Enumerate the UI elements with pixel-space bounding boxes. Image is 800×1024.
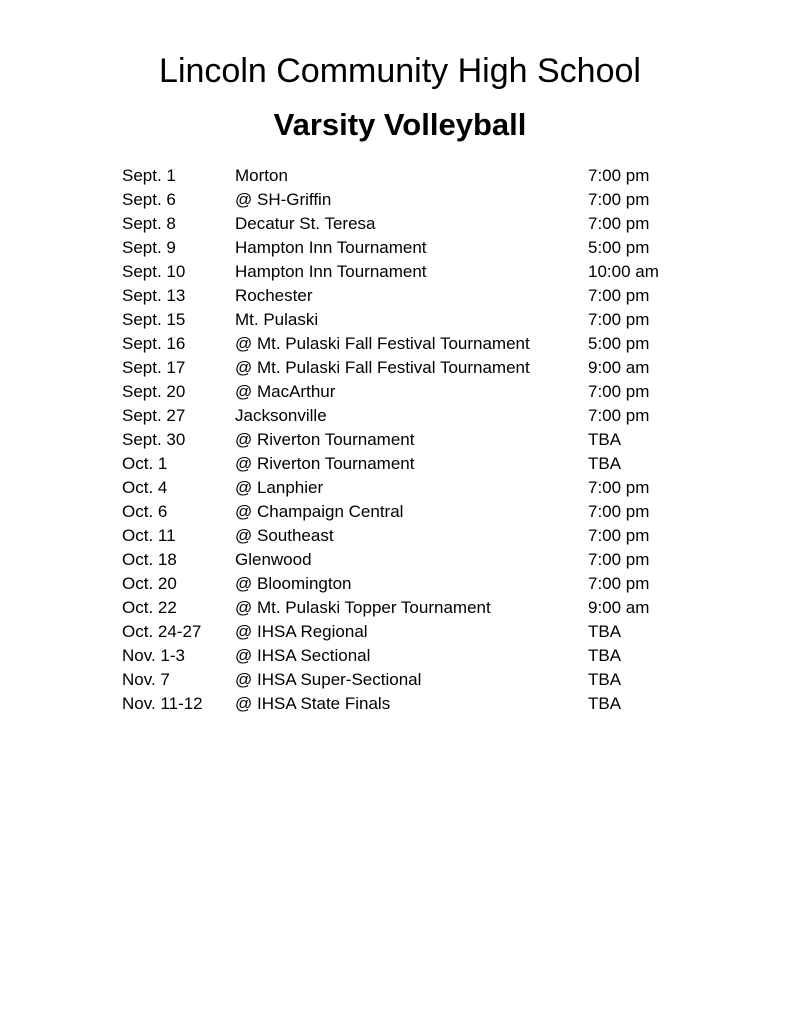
cell-date: Oct. 6 [122,502,168,521]
cell-date: Sept. 13 [122,286,186,305]
cell-time: 7:00 pm [588,286,650,305]
cell-time: 7:00 pm [588,190,650,209]
cell-date: Sept. 16 [122,334,186,353]
cell-opponent: @ Mt. Pulaski Topper Tournament [235,598,491,617]
page-subtitle: Varsity Volleyball [273,107,527,142]
cell-time: TBA [588,622,622,641]
cell-date: Oct. 18 [122,550,177,569]
cell-date: Sept. 30 [122,430,186,449]
cell-opponent: Mt. Pulaski [235,310,319,329]
cell-time: 7:00 pm [588,574,650,593]
table-row [122,308,659,332]
cell-opponent: @ Lanphier [235,478,324,497]
cell-time: 7:00 pm [588,382,650,401]
cell-date: Oct. 24-27 [122,622,202,641]
cell-time: TBA [588,454,622,473]
table-row [122,572,659,596]
cell-opponent: @ Mt. Pulaski Fall Festival Tournament [235,358,530,377]
cell-time: 7:00 pm [588,502,650,521]
table-row [122,380,659,404]
table-row [122,212,659,236]
cell-opponent: Hampton Inn Tournament [235,238,427,257]
cell-opponent: Glenwood [235,550,312,569]
cell-time: 7:00 pm [588,214,650,233]
table-row [122,164,659,188]
cell-time: 10:00 am [588,262,659,281]
cell-date: Sept. 17 [122,358,186,377]
table-row [122,284,659,308]
table-row [122,404,659,428]
table-row [122,188,659,212]
table-row [122,332,659,356]
table-row [122,524,659,548]
cell-date: Oct. 1 [122,454,168,473]
cell-time: TBA [588,694,622,713]
cell-date: Sept. 9 [122,238,176,257]
table-row [122,236,659,260]
table-row [122,692,659,716]
cell-opponent: @ Riverton Tournament [235,430,415,449]
cell-date: Sept. 10 [122,262,186,281]
table-row [122,668,659,692]
cell-opponent: Morton [235,166,288,185]
cell-time: 7:00 pm [588,310,650,329]
cell-time: 7:00 pm [588,478,650,497]
table-row [122,500,659,524]
cell-opponent: Decatur St. Teresa [235,214,376,233]
cell-opponent: @ Southeast [235,526,334,545]
table-row [122,644,659,668]
cell-opponent: @ MacArthur [235,382,336,401]
cell-date: Sept. 6 [122,190,176,209]
cell-date: Nov. 1-3 [122,646,185,665]
table-row [122,428,659,452]
schedule-table [122,164,659,716]
cell-opponent: @ Mt. Pulaski Fall Festival Tournament [235,334,530,353]
table-row [122,452,659,476]
cell-opponent: @ SH-Griffin [235,190,332,209]
cell-opponent: @ Riverton Tournament [235,454,415,473]
cell-date: Sept. 8 [122,214,176,233]
cell-opponent: @ IHSA Regional [235,622,368,641]
cell-opponent: Rochester [235,286,313,305]
table-row [122,476,659,500]
cell-date: Oct. 4 [122,478,168,497]
cell-opponent: @ IHSA State Finals [235,694,391,713]
cell-time: 7:00 pm [588,526,650,545]
cell-opponent: @ IHSA Super-Sectional [235,670,422,689]
cell-date: Sept. 15 [122,310,186,329]
cell-date: Oct. 20 [122,574,177,593]
cell-time: TBA [588,646,622,665]
page-title: Lincoln Community High School [159,52,641,90]
table-row [122,548,659,572]
cell-time: 5:00 pm [588,334,650,353]
cell-opponent: @ Champaign Central [235,502,404,521]
cell-date: Sept. 1 [122,166,176,185]
table-row [122,356,659,380]
cell-time: TBA [588,430,622,449]
cell-date: Oct. 11 [122,526,176,545]
cell-opponent: @ Bloomington [235,574,352,593]
cell-date: Sept. 27 [122,406,186,425]
cell-time: 9:00 am [588,358,650,377]
cell-time: 7:00 pm [588,166,650,185]
cell-time: 9:00 am [588,598,650,617]
cell-opponent: Hampton Inn Tournament [235,262,427,281]
cell-time: 7:00 pm [588,550,650,569]
cell-date: Nov. 11-12 [122,694,203,713]
table-row [122,260,659,284]
cell-time: 5:00 pm [588,238,650,257]
cell-opponent: Jacksonville [235,406,327,425]
table-row [122,596,659,620]
cell-opponent: @ IHSA Sectional [235,646,371,665]
cell-time: TBA [588,670,622,689]
table-row [122,620,659,644]
cell-time: 7:00 pm [588,406,650,425]
cell-date: Nov. 7 [122,670,170,689]
cell-date: Sept. 20 [122,382,186,401]
cell-date: Oct. 22 [122,598,177,617]
